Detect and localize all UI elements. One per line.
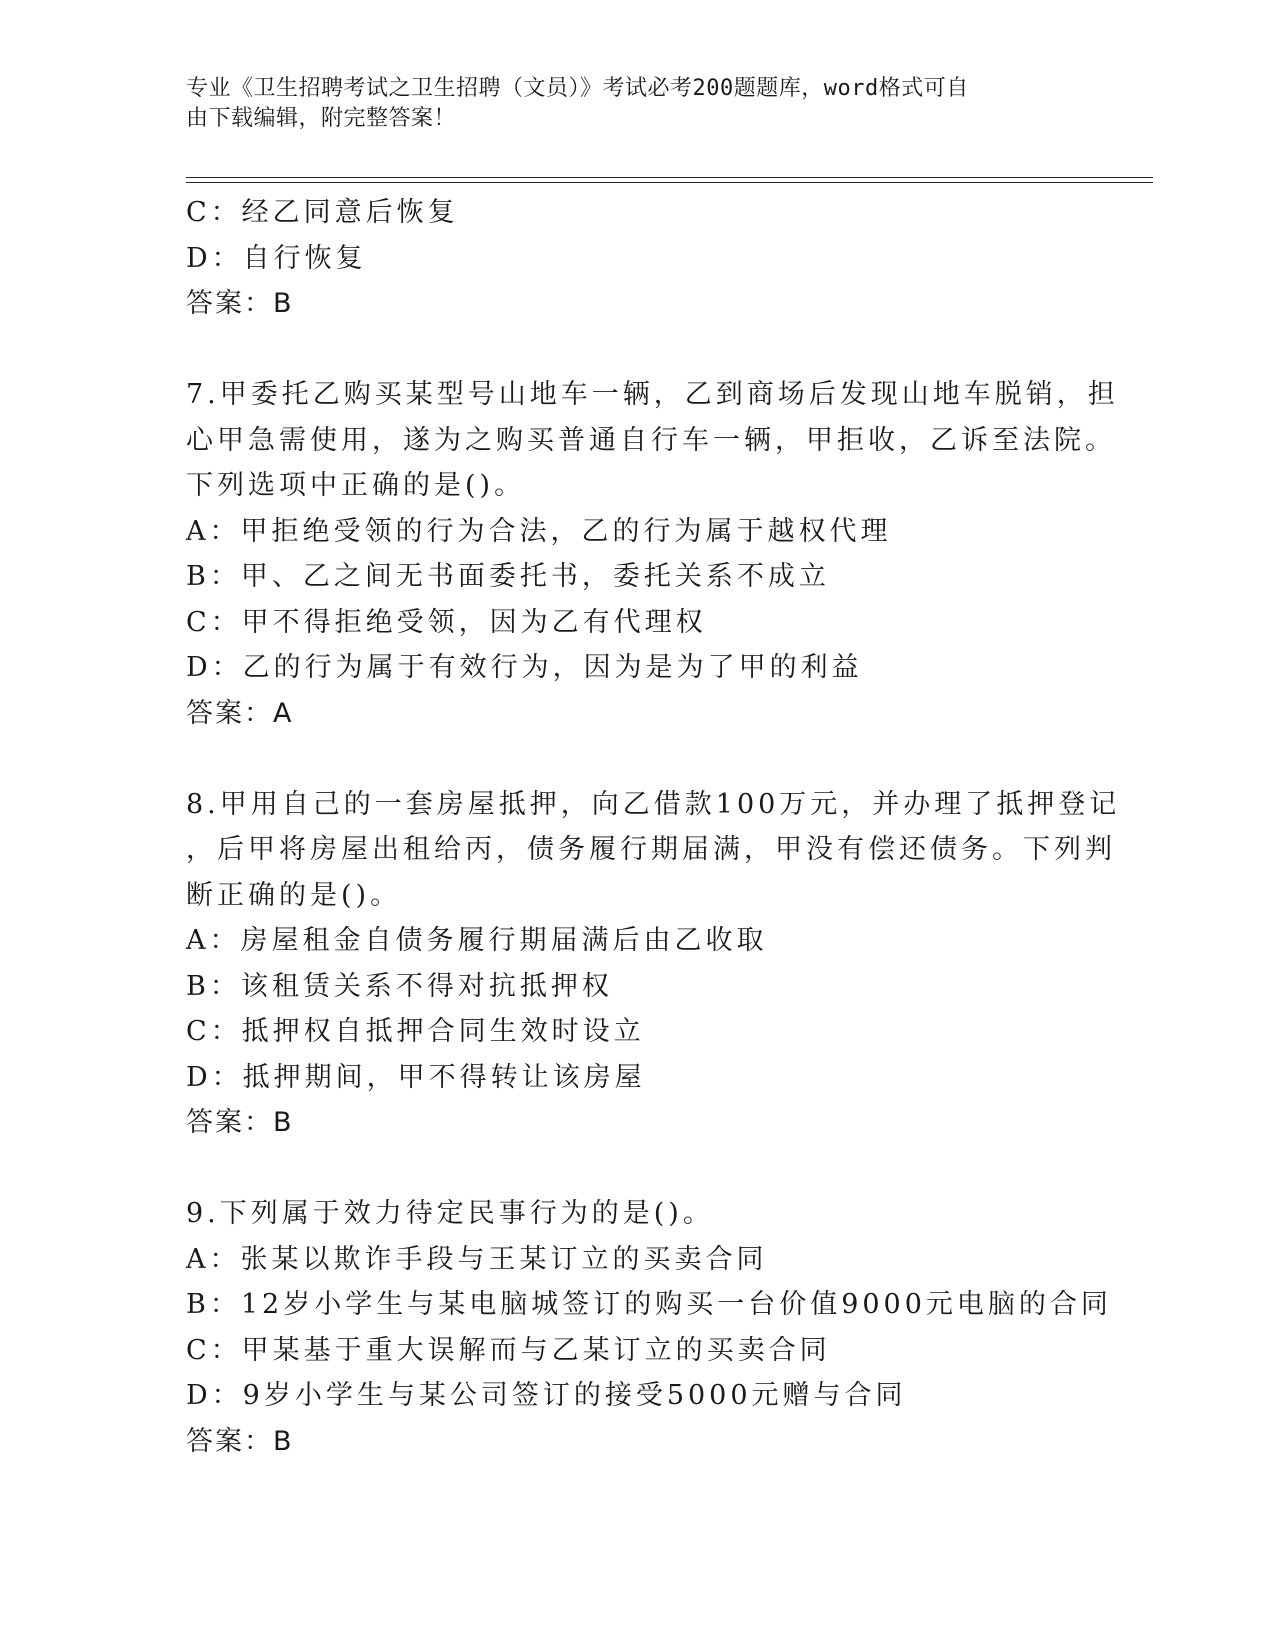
question-content [186, 190, 1121, 1464]
question-text: 9.下列属于效力待定民事行为的是()。 [186, 1198, 714, 1229]
option-c: C：甲不得拒绝受领，因为乙有代理权 [186, 606, 707, 638]
option-b: B：该租赁关系不得对抗抵押权 [186, 970, 613, 1002]
option-d: D：9岁小学生与某公司签订的接受5000元赠与合同 [186, 1380, 907, 1411]
question-text: 8.甲用自己的一套房屋抵押，向乙借款100万元，并办理了抵押登记 [186, 788, 1121, 820]
question-text: 7.甲委托乙购买某型号山地车一辆，乙到商场后发现山地车脱销，担 [186, 379, 1119, 410]
option-d: D：乙的行为属于有效行为，因为是为了甲的利益 [186, 652, 863, 683]
document-header [186, 74, 1066, 134]
option-d: D：自行恢复 [186, 242, 367, 274]
option-c: C：甲某基于重大误解而与乙某订立的买卖合同 [186, 1334, 831, 1366]
question-text: 断正确的是()。 [186, 879, 402, 911]
answer: 答案：B [186, 288, 294, 319]
header-line-2: 由下载编辑，附完整答案！ [186, 106, 457, 131]
option-a: A：房屋租金自债务履行期届满后由乙收取 [186, 925, 768, 956]
header-divider-top [186, 177, 1153, 178]
question-text: ，后甲将房屋出租给丙，债务履行期届满，甲没有偿还债务。下列判 [186, 834, 1116, 865]
question-text: 下列选项中正确的是()。 [186, 470, 526, 501]
answer: 答案：A [186, 697, 294, 729]
header-line-1: 专业《卫生招聘考试之卫生招聘（文员）》考试必考200题题库，word格式可自 [186, 76, 969, 101]
option-c: C：经乙同意后恢复 [186, 197, 459, 228]
answer: 答案：B [186, 1107, 294, 1138]
question-9 [186, 1191, 1112, 1464]
question-text: 心甲急需使用，遂为之购买普通自行车一辆，甲拒收，乙诉至法院。 [186, 424, 1116, 456]
question-7 [186, 372, 1119, 736]
header-divider-bottom [186, 182, 1153, 183]
question-8 [186, 782, 1121, 1146]
continued-question [186, 190, 1086, 327]
option-b: B：12岁小学生与某电脑城签订的购买一台价值9000元电脑的合同 [186, 1289, 1112, 1320]
option-b: B：甲、乙之间无书面委托书，委托关系不成立 [186, 561, 830, 592]
option-a: A：甲拒绝受领的行为合法，乙的行为属于越权代理 [186, 515, 892, 547]
option-c: C：抵押权自抵押合同生效时设立 [186, 1016, 645, 1047]
answer: 答案：B [186, 1425, 294, 1457]
option-a: A：张某以欺诈手段与王某订立的买卖合同 [186, 1243, 768, 1275]
option-d: D：抵押期间，甲不得转让该房屋 [186, 1061, 646, 1093]
